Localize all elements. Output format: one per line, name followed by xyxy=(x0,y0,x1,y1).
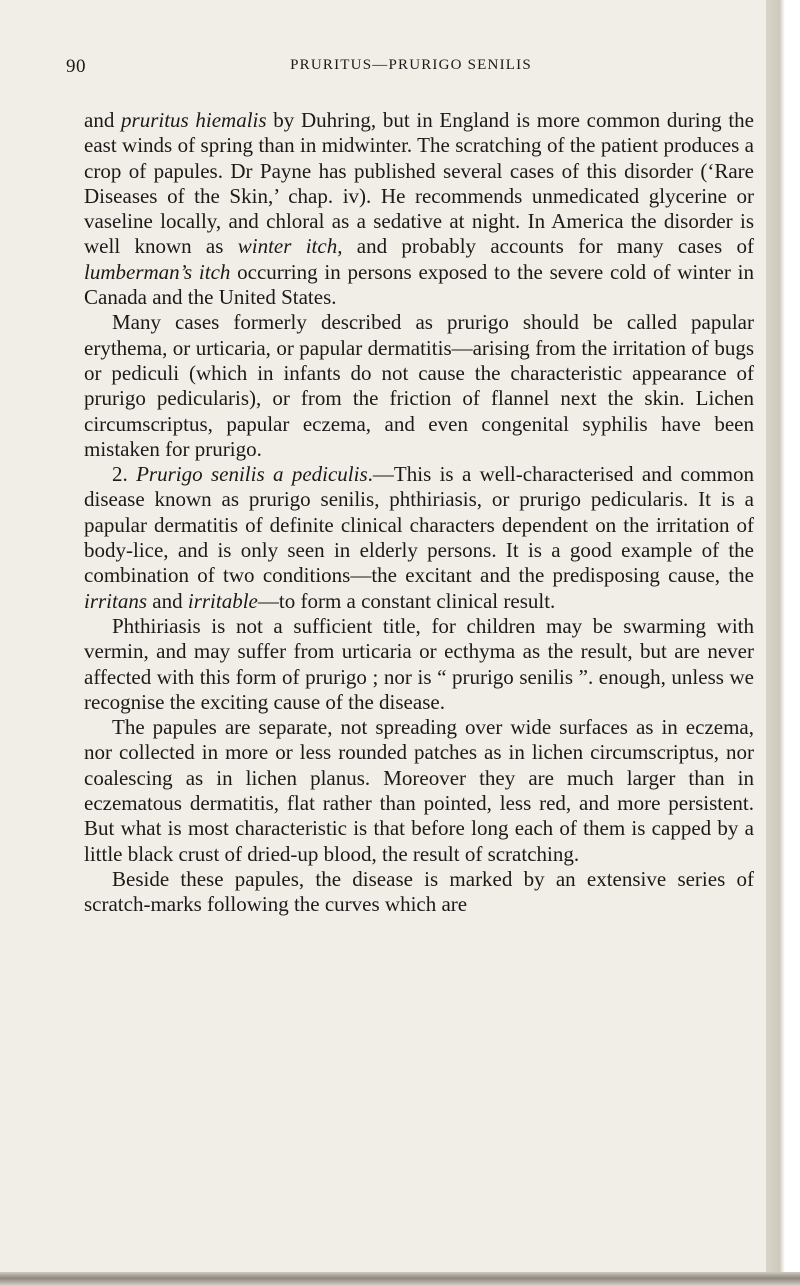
italic-term: winter itch xyxy=(237,234,338,259)
text-run: and xyxy=(147,588,188,613)
text-run: Phthiriasis is not a sufficient title, for children may be swarming with vermin, and may suffer from urticaria or ecthyma as the result, but are never affected with this form of prurigo ; nor is “ prurigo senilis ”. enough, unless we recognise the exciting cause of the disease. xyxy=(84,613,754,714)
italic-term: Prurigo senilis a pediculis xyxy=(136,462,368,487)
text-run: .—This is a well-characterised and common disease known as prurigo senilis, phthiriasis, or prurigo pedicularis. It is a papular dermatitis of definite clinical characters dependent on the irritation of body-lice, and is only seen in elderly persons. It is a good example of the combination of two conditions—the excitant and the predisposing cause, the xyxy=(84,462,755,588)
italic-term: pruritus hiemalis xyxy=(121,108,267,132)
italic-term: lumberman’s itch xyxy=(84,259,231,284)
italic-term: irritans xyxy=(84,588,148,613)
page-number: 90 xyxy=(66,56,86,77)
page-edge xyxy=(766,0,800,1286)
text-run: Many cases formerly described as prurigo should be called papular erythema, or urticaria, or papular dermatitis—arising from the irritation of bugs or pediculi (which in infants do not cause the characteristic appearance of prurigo pedicularis), or from the friction of flannel next the skin. Lichen circumscriptus, papular eczema, and even congenital syphilis have been mistaken for prurigo. xyxy=(84,310,754,461)
italic-term: irritable xyxy=(187,588,258,613)
paragraph-p6 xyxy=(84,867,754,918)
page-bottom-edge xyxy=(0,1272,800,1286)
text-run: occurring in persons exposed to the severe cold of winter in Canada and the United States. xyxy=(84,259,754,310)
text-run: by Duhring, but in England is more common during the east winds of spring than in midwinter. The scratching of the patient produces a crop of papules. Dr Payne has published several cases of this disorder (‘Rare Diseases of the Skin,’ chap. iv). He recommends unmedicated glycerine or vaseline locally, and chloral as a sedative at night. In America the disorder is well known as xyxy=(84,108,754,259)
text-run: and xyxy=(84,108,122,132)
paragraph-p5 xyxy=(84,715,754,867)
text-run: —to form a constant clinical result. xyxy=(257,588,556,613)
text-run: Beside these papules, the disease is marked by an extensive series of scratch-marks following the curves which are xyxy=(84,866,754,917)
text-run: The papules are separate, not spreading over wide surfaces as in eczema, nor collected in more or less rounded patches as in lichen circumscriptus, nor coalescing as in lichen planus. Moreover they are much larger than in eczematous dermatitis, flat rather than pointed, less red, and more persistent. But what is most characteristic is that before long each of them is capped by a little black crust of dried-up blood, the result of scratching. xyxy=(84,715,754,866)
text-run: 2. xyxy=(112,462,137,487)
page-header xyxy=(66,56,756,82)
paragraph-p4 xyxy=(84,614,754,715)
paragraph-p3 xyxy=(84,462,754,614)
running-head: PRURITUS—PRURIGO SENILIS xyxy=(290,57,532,73)
paragraph-p2 xyxy=(84,310,754,462)
text-run: , and probably accounts for many cases of xyxy=(337,234,754,259)
body-text xyxy=(84,108,754,918)
paragraph-p1 xyxy=(84,108,754,310)
